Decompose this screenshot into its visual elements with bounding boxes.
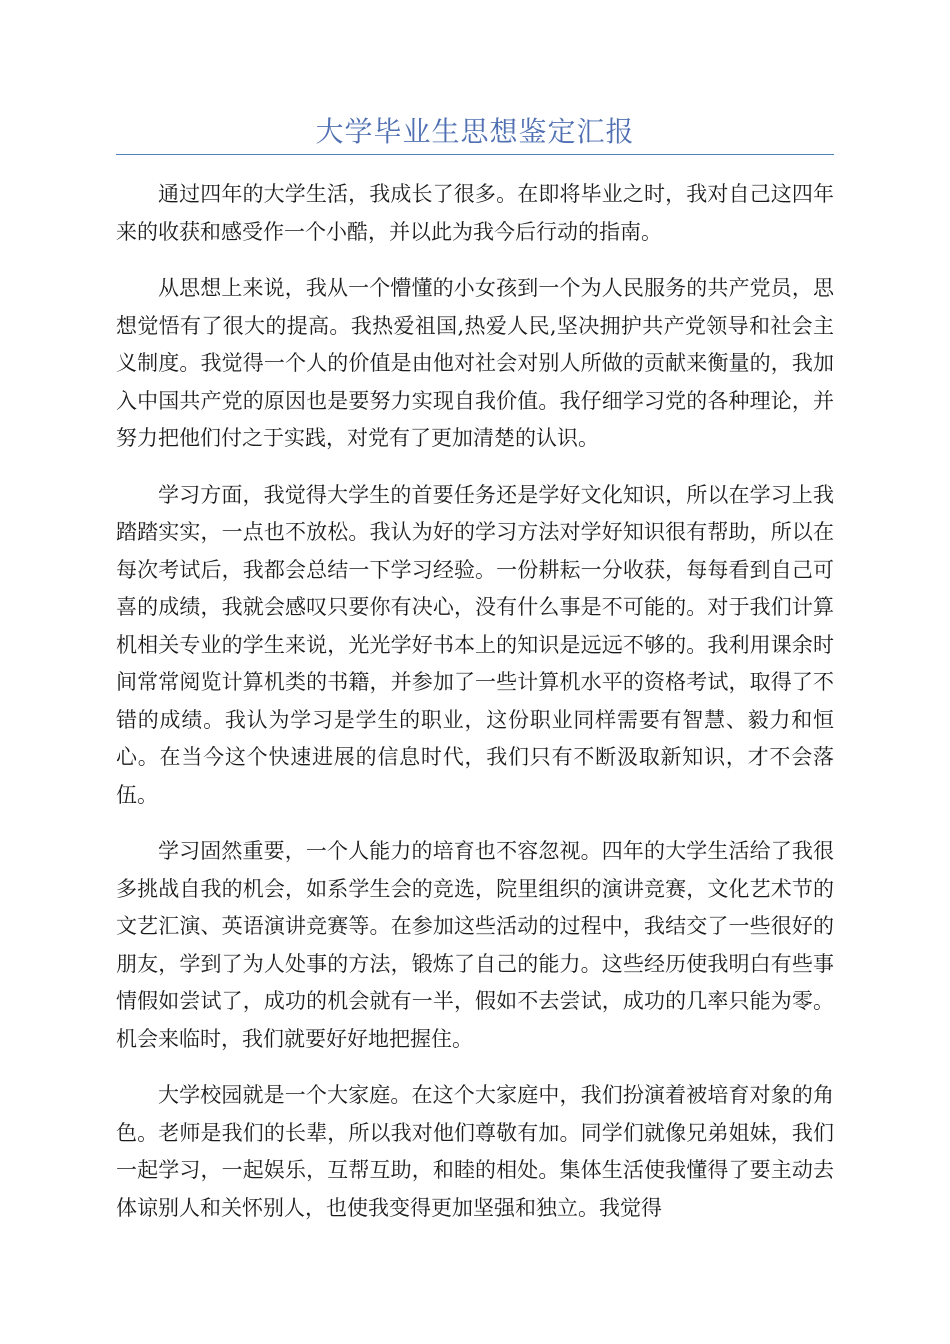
paragraph-campus-life: 大学校园就是一个大家庭。在这个大家庭中，我们扮演着被培育对象的角色。老师是我们的长辈，所以我对他们尊敬有加。同学们就像兄弟姐妹，我们一起学习，一起娱乐，互帮互助，和睦的相处。集体生活使我懂得了要主动去体谅别人和关怀别人，也使我变得更加坚强和独立。我觉得 [116, 1083, 834, 1220]
paragraph-ideology: 从思想上来说，我从一个懵懂的小女孩到一个为人民服务的共产党员，思想觉悟有了很大的提高。我热爱祖国,热爱人民,坚决拥护共产党领导和社会主义制度。我觉得一个人的价值是由他对社会对别人所做的贡献来衡量的，我加入中国共产党的原因也是要努力实现自我价值。我仔细学习党的各种理论，并努力把他们付之于实践，对党有了更加清楚的认识。 [116, 276, 834, 450]
title-underline [116, 154, 834, 155]
document-title: 大学毕业生思想鉴定汇报 [315, 115, 635, 148]
paragraph-ability: 学习固然重要，一个人能力的培育也不容忽视。四年的大学生活给了我很多挑战自我的机会，如系学生会的竞选，院里组织的演讲竞赛，文化艺术节的文艺汇演、英语演讲竞赛等。在参加这些活动的过程中，我结交了一些很好的朋友，学到了为人处事的方法，锻炼了自己的能力。这些经历使我明白有些事情假如尝试了，成功的机会就有一半，假如不去尝试，成功的几率只能为零。机会来临时，我们就要好好地把握住。 [116, 839, 834, 1051]
paragraph-intro: 通过四年的大学生活，我成长了很多。在即将毕业之时，我对自己这四年来的收获和感受作一个小酷，并以此为我今后行动的指南。 [116, 182, 834, 244]
paragraph-study: 学习方面，我觉得大学生的首要任务还是学好文化知识，所以在学习上我踏踏实实，一点也不放松。我认为好的学习方法对学好知识很有帮助，所以在每次考试后，我都会总结一下学习经验。一份耕耘一分收获，每每看到自己可喜的成绩，我就会感叹只要你有决心，没有什么事是不可能的。对于我们计算机相关专业的学生来说，光光学好书本上的知识是远远不够的。我利用课余时间常常阅览计算机类的书籍，并参加了一些计算机水平的资格考试，取得了不错的成绩。我认为学习是学生的职业，这份职业同样需要有智慧、毅力和恒心。在当今这个快速进展的信息时代，我们只有不断汲取新知识，才不会落伍。 [116, 482, 834, 807]
document-body [116, 176, 834, 1246]
